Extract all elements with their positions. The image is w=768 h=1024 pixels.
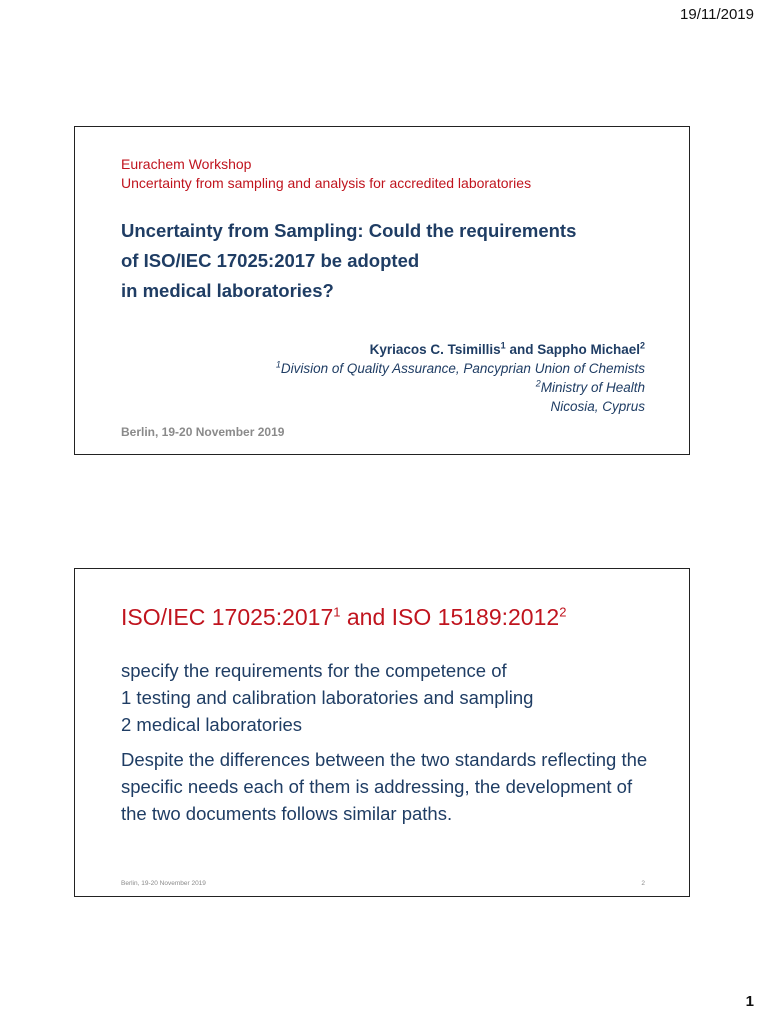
title-standard-1: ISO/IEC 17025:2017 — [121, 604, 334, 630]
title-line-1: Uncertainty from Sampling: Could the requirements — [121, 220, 577, 241]
slide-2-title — [121, 602, 566, 632]
title-standard-2: and ISO 15189:2012 — [340, 604, 560, 630]
authors-block — [276, 340, 645, 416]
workshop-subtitle: Uncertainty from sampling and analysis for accredited laboratories — [121, 175, 532, 191]
title-line-2: of ISO/IEC 17025:2017 be adopted — [121, 250, 420, 271]
para-1-line-2: 1 testing and calibration laboratories and sampling — [121, 687, 534, 708]
affiliation-3: Nicosia, Cyprus — [550, 399, 645, 414]
title-line-3: in medical laboratories? — [121, 280, 334, 301]
author-1-sup: 1 — [500, 340, 506, 351]
slide-2-body — [121, 657, 661, 827]
slide-2-footer: Berlin, 19-20 November 2019 — [121, 880, 206, 887]
differences-paragraph: Despite the differences between the two standards reflecting the specific needs each of them is addressing, the development of the two documents follows similar paths. — [121, 749, 648, 824]
author-1: Kyriacos C. Tsimillis — [369, 342, 501, 357]
affiliation-2 — [276, 378, 645, 397]
title-sup-1: 1 — [333, 604, 341, 620]
slide-2-number: 2 — [641, 880, 645, 887]
page-number: 1 — [745, 993, 754, 1010]
affiliation-1-text: Division of Quality Assurance, Pancyprian Union of Chemists — [280, 361, 645, 376]
slide-2 — [74, 568, 690, 897]
slide-1-title — [121, 216, 661, 306]
affiliation-1-sup: 1 — [275, 359, 281, 370]
title-sup-2: 2 — [559, 604, 567, 620]
author-names — [276, 340, 645, 359]
page-date: 19/11/2019 — [680, 6, 754, 23]
workshop-heading — [121, 155, 531, 193]
affiliation-1 — [276, 359, 645, 378]
slide-1 — [74, 126, 690, 455]
affiliation-2-sup: 2 — [535, 378, 541, 389]
para-1-line-1: specify the requirements for the competence of — [121, 660, 507, 681]
slide-1-footer: Berlin, 19-20 November 2019 — [121, 425, 285, 439]
affiliation-2-text: Ministry of Health — [540, 380, 645, 395]
author-2-sup: 2 — [639, 340, 645, 351]
para-1-line-3: 2 medical laboratories — [121, 714, 302, 735]
author-connector: and — [505, 342, 538, 357]
requirements-paragraph — [121, 657, 661, 738]
author-2: Sappho Michael — [537, 342, 640, 357]
workshop-name: Eurachem Workshop — [121, 156, 252, 172]
